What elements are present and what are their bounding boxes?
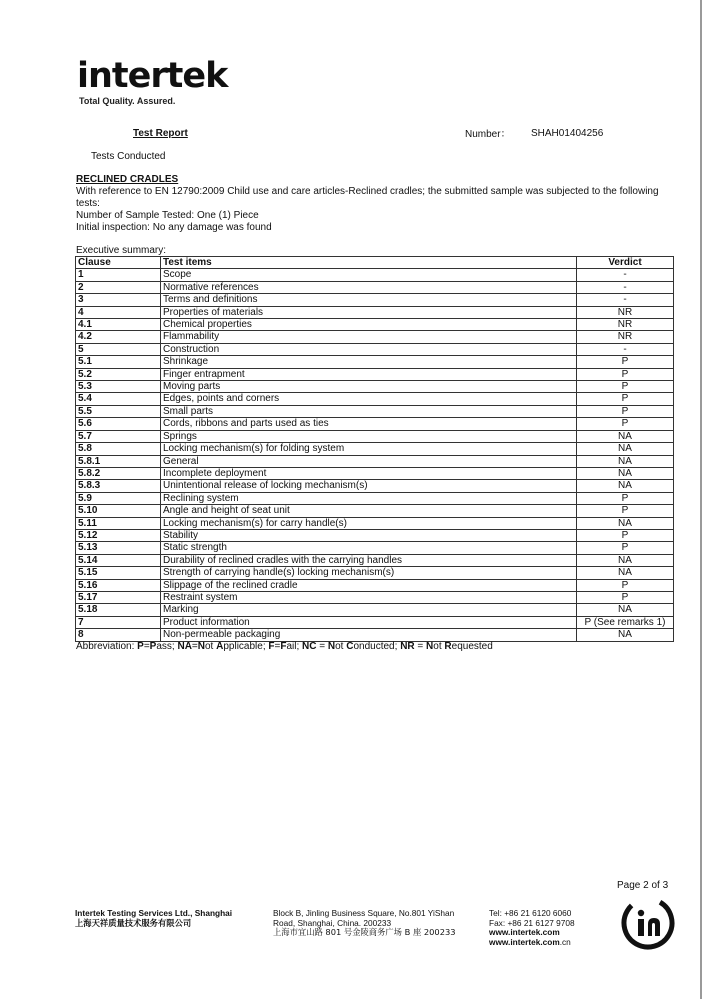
clause-cell: 5.8.2 xyxy=(76,467,161,479)
test-item-cell: Flammability xyxy=(161,331,577,343)
table-body xyxy=(76,269,674,641)
abbreviation-key: NC xyxy=(302,641,317,652)
abbreviation-definitions xyxy=(137,641,493,652)
test-item-cell: Terms and definitions xyxy=(161,294,577,306)
tests-conducted-heading: Tests Conducted xyxy=(91,151,166,162)
table-row xyxy=(76,319,674,331)
abbreviation-bold-initial: P xyxy=(149,641,157,652)
abbreviation-eq: = xyxy=(143,641,150,652)
table-row xyxy=(76,443,674,455)
abbreviation-eq: = xyxy=(274,641,281,652)
test-item-cell: Slippage of the reclined cradle xyxy=(161,579,577,591)
logo-tagline: Total Quality. Assured. xyxy=(79,96,176,106)
test-item-cell: General xyxy=(161,455,577,467)
table-header-row xyxy=(76,257,674,269)
abbreviation-rest: ass; xyxy=(156,641,178,652)
executive-summary-label: Executive summary: xyxy=(76,245,167,256)
test-item-cell: Finger entrapment xyxy=(161,368,577,380)
clause-cell: 4.1 xyxy=(76,319,161,331)
test-item-cell: Springs xyxy=(161,430,577,442)
table-row xyxy=(76,554,674,566)
table-row xyxy=(76,492,674,504)
verdict-cell: NA xyxy=(577,430,674,442)
clause-cell: 5.8 xyxy=(76,443,161,455)
verdict-cell: P xyxy=(577,405,674,417)
abbreviation-line xyxy=(76,641,493,653)
clause-cell: 5.13 xyxy=(76,542,161,554)
footer-contact: Tel: +86 21 6120 6060 Fax: +86 21 6127 9708 www.intertek.com www.intertek.com.cn xyxy=(489,908,575,947)
test-item-cell: Static strength xyxy=(161,542,577,554)
test-item-cell: Locking mechanism(s) for folding system xyxy=(161,443,577,455)
table-row xyxy=(76,591,674,603)
test-item-cell: Locking mechanism(s) for carry handle(s) xyxy=(161,517,577,529)
company-name-en: Intertek Testing Services Ltd., Shanghai xyxy=(75,908,233,918)
table-row xyxy=(76,306,674,318)
table-row xyxy=(76,455,674,467)
table-row xyxy=(76,269,674,281)
verdict-cell: - xyxy=(577,294,674,306)
test-item-cell: Small parts xyxy=(161,405,577,417)
executive-summary-table xyxy=(75,256,674,642)
table-row xyxy=(76,356,674,368)
verdict-cell: NA xyxy=(577,455,674,467)
abbreviation-rest2: equested xyxy=(451,641,493,652)
table-row xyxy=(76,467,674,479)
footer-address xyxy=(273,909,456,938)
clause-cell: 3 xyxy=(76,294,161,306)
reference-text: With reference to EN 12790:2009 Child use and care articles-Reclined cradles; the submitted sample was subjected to the following tests: xyxy=(76,186,659,209)
telephone: Tel: +86 21 6120 6060 xyxy=(489,908,572,918)
website-cn-link[interactable]: www.intertek.com xyxy=(489,936,560,947)
website-link[interactable]: www.intertek.com xyxy=(489,927,560,937)
table-row xyxy=(76,368,674,380)
report-title: Test Report xyxy=(133,128,188,139)
clause-cell: 5.2 xyxy=(76,368,161,380)
report-number-label: Number： xyxy=(465,129,511,140)
abbreviation-bold-initial: N xyxy=(327,641,336,652)
verdict-cell: - xyxy=(577,343,674,355)
abbreviation-key: NR xyxy=(400,641,415,652)
abbreviation-rest2: onducted; xyxy=(353,641,401,652)
intertek-circle-icon xyxy=(620,895,676,951)
table-row xyxy=(76,529,674,541)
clause-cell: 4 xyxy=(76,306,161,318)
table-row xyxy=(76,294,674,306)
abbreviation-key: F xyxy=(268,641,275,652)
clause-cell: 5.5 xyxy=(76,405,161,417)
abbreviation-bold-initial2: A xyxy=(216,641,224,652)
clause-cell: 8 xyxy=(76,629,161,641)
verdict-cell: NR xyxy=(577,319,674,331)
test-item-cell: Chemical properties xyxy=(161,319,577,331)
test-item-cell: Incomplete deployment xyxy=(161,467,577,479)
verdict-header: Verdict xyxy=(577,257,674,269)
clause-cell: 5.15 xyxy=(76,567,161,579)
intertek-logo xyxy=(77,58,227,106)
table-row xyxy=(76,579,674,591)
abbreviation-eq: = xyxy=(191,641,198,652)
verdict-cell: NA xyxy=(577,443,674,455)
abbreviation-bold-initial: F xyxy=(280,641,287,652)
test-item-cell: Non-permeable packaging xyxy=(161,629,577,641)
table-row xyxy=(76,331,674,343)
test-item-cell: Marking xyxy=(161,604,577,616)
clause-cell: 5.4 xyxy=(76,393,161,405)
table-row xyxy=(76,480,674,492)
table-row xyxy=(76,505,674,517)
verdict-cell: P xyxy=(577,356,674,368)
abbreviation-rest2: pplicable; xyxy=(223,641,269,652)
verdict-cell: NA xyxy=(577,604,674,616)
section-title: RECLINED CRADLES xyxy=(76,174,179,185)
table-row xyxy=(76,343,674,355)
verdict-cell: NA xyxy=(577,567,674,579)
initial-inspection: Initial inspection: No any damage was found xyxy=(76,222,272,233)
verdict-cell: NA xyxy=(577,517,674,529)
clause-cell: 5.17 xyxy=(76,591,161,603)
table-row xyxy=(76,281,674,293)
clause-cell: 5.10 xyxy=(76,505,161,517)
clause-cell: 5.1 xyxy=(76,356,161,368)
test-item-cell: Shrinkage xyxy=(161,356,577,368)
test-items-header: Test items xyxy=(161,257,577,269)
table-row xyxy=(76,381,674,393)
test-item-cell: Restraint system xyxy=(161,591,577,603)
test-item-cell: Scope xyxy=(161,269,577,281)
verdict-cell: NA xyxy=(577,554,674,566)
clause-cell: 5.11 xyxy=(76,517,161,529)
clause-cell: 5.7 xyxy=(76,430,161,442)
clause-cell: 4.2 xyxy=(76,331,161,343)
abbreviation-bold-initial: N xyxy=(426,641,434,652)
verdict-cell: P xyxy=(577,418,674,430)
clause-cell: 2 xyxy=(76,281,161,293)
verdict-cell: P xyxy=(577,492,674,504)
address-line-1: Block B, Jinling Business Square, No.801 YiShan xyxy=(273,908,455,918)
test-item-cell: Normative references xyxy=(161,281,577,293)
verdict-cell: NA xyxy=(577,480,674,492)
abbreviation-bold-initial2: R xyxy=(444,641,452,652)
table-row xyxy=(76,604,674,616)
table-row xyxy=(76,405,674,417)
abbreviation-rest: ot xyxy=(433,641,445,652)
clause-cell: 5.14 xyxy=(76,554,161,566)
company-name-cn: 上海天祥质量技术服务有限公司 xyxy=(75,917,192,928)
verdict-cell: NR xyxy=(577,331,674,343)
test-item-cell: Reclining system xyxy=(161,492,577,504)
clause-cell: 5.18 xyxy=(76,604,161,616)
table-row xyxy=(76,517,674,529)
abbreviation-bold-initial: N xyxy=(197,641,205,652)
test-item-cell: Cords, ribbons and parts used as ties xyxy=(161,418,577,430)
verdict-cell: P (See remarks 1) xyxy=(577,616,674,628)
test-item-cell: Strength of carrying handle(s) locking mechanism(s) xyxy=(161,567,577,579)
verdict-cell: NA xyxy=(577,629,674,641)
clause-cell: 5.16 xyxy=(76,579,161,591)
test-item-cell: Angle and height of seat unit xyxy=(161,505,577,517)
verdict-cell: P xyxy=(577,393,674,405)
verdict-cell: P xyxy=(577,529,674,541)
table-row xyxy=(76,616,674,628)
verdict-cell: P xyxy=(577,368,674,380)
clause-cell: 5.9 xyxy=(76,492,161,504)
table-row xyxy=(76,393,674,405)
clause-cell: 5.12 xyxy=(76,529,161,541)
intro-block xyxy=(76,174,676,234)
test-item-cell: Unintentional release of locking mechanism(s) xyxy=(161,480,577,492)
footer-company xyxy=(75,909,232,928)
test-item-cell: Edges, points and corners xyxy=(161,393,577,405)
test-item-cell: Stability xyxy=(161,529,577,541)
clause-cell: 5.8.1 xyxy=(76,455,161,467)
abbreviation-rest: ail; xyxy=(286,641,303,652)
clause-cell: 5 xyxy=(76,343,161,355)
report-number-value: SHAH01404256 xyxy=(531,128,604,139)
verdict-cell: - xyxy=(577,281,674,293)
clause-cell: 5.6 xyxy=(76,418,161,430)
logo-wordmark: intertek xyxy=(77,56,228,96)
clause-cell: 5.8.3 xyxy=(76,480,161,492)
clause-cell: 5.3 xyxy=(76,381,161,393)
verdict-cell: NA xyxy=(577,467,674,479)
table-row xyxy=(76,567,674,579)
verdict-cell: P xyxy=(577,381,674,393)
abbreviation-label: Abbreviation: xyxy=(76,641,138,652)
sample-count: Number of Sample Tested: One (1) Piece xyxy=(76,210,259,221)
address-line-2: Road, Shanghai, China. 200233 xyxy=(273,917,392,928)
address-cn: 上海市宜山路 801 号金陵商务广场 B 座 200233 xyxy=(273,927,456,937)
abbreviation-key: NA xyxy=(177,641,192,652)
abbreviation-key: P xyxy=(137,641,144,652)
verdict-cell: P xyxy=(577,505,674,517)
verdict-cell: P xyxy=(577,579,674,591)
clause-cell: 7 xyxy=(76,616,161,628)
table-row xyxy=(76,430,674,442)
abbreviation-bold-initial2: C xyxy=(346,641,354,652)
abbreviation-rest: ot xyxy=(205,641,217,652)
abbreviation-eq: = xyxy=(316,641,328,652)
table-row xyxy=(76,542,674,554)
test-item-cell: Properties of materials xyxy=(161,306,577,318)
clause-cell: 1 xyxy=(76,269,161,281)
verdict-cell: P xyxy=(577,542,674,554)
fax: Fax: +86 21 6127 9708 xyxy=(489,917,575,928)
test-item-cell: Product information xyxy=(161,616,577,628)
test-item-cell: Durability of reclined cradles with the carrying handles xyxy=(161,554,577,566)
page-number: Page 2 of 3 xyxy=(617,880,669,891)
clause-header: Clause xyxy=(76,257,161,269)
abbreviation-rest: ot xyxy=(335,641,347,652)
verdict-cell: - xyxy=(577,269,674,281)
verdict-cell: P xyxy=(577,591,674,603)
test-item-cell: Construction xyxy=(161,343,577,355)
test-item-cell: Moving parts xyxy=(161,381,577,393)
abbreviation-eq: = xyxy=(414,641,427,652)
table-row xyxy=(76,418,674,430)
table-row xyxy=(76,629,674,641)
verdict-cell: NR xyxy=(577,306,674,318)
